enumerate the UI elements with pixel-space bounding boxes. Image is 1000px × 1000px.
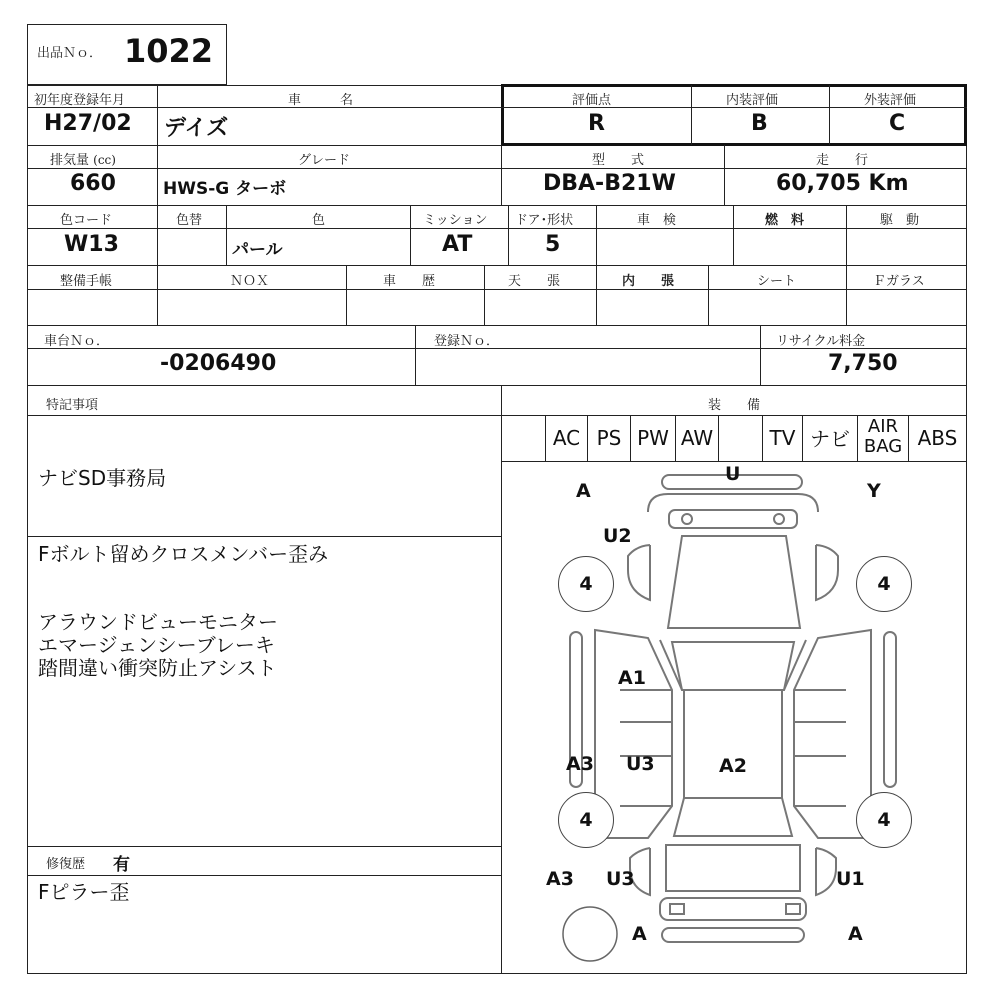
tyre-front-left: 4 bbox=[558, 556, 614, 612]
rule bbox=[157, 85, 158, 145]
model-label: 型 式 bbox=[592, 153, 645, 168]
equip-airbag-2: BAG bbox=[863, 436, 903, 457]
damage-front-right-y: Y bbox=[867, 480, 881, 502]
damage-rear-left-a: A bbox=[632, 923, 647, 945]
car-name-value: デイズ bbox=[164, 116, 229, 141]
score-label: 評価点 bbox=[572, 93, 612, 108]
exterior-label: 外装評価 bbox=[864, 93, 917, 108]
rule bbox=[27, 289, 967, 290]
rule bbox=[27, 168, 967, 169]
rule bbox=[501, 145, 502, 205]
damage-rear-right-a: A bbox=[848, 923, 863, 945]
rule bbox=[27, 205, 967, 206]
chassis-value: -0206490 bbox=[160, 351, 277, 376]
recycle-label: リサイクル料金 bbox=[776, 334, 866, 349]
rule bbox=[157, 145, 158, 205]
exterior-value: C bbox=[889, 111, 906, 136]
note-line-1: ナビSD事務局 bbox=[38, 466, 167, 490]
maintenance-label: 整備手帳 bbox=[60, 274, 113, 289]
door-label: ドア･形状 bbox=[515, 213, 574, 228]
score-value: R bbox=[588, 111, 605, 136]
repair-value: 有 bbox=[113, 855, 130, 875]
repair-label: 修復歴 bbox=[46, 857, 86, 872]
fglass-label: Ｆガラス bbox=[873, 274, 925, 289]
rule bbox=[691, 85, 692, 145]
ceiling-label: 天 張 bbox=[508, 274, 561, 289]
rule bbox=[733, 205, 734, 265]
mileage-label: 走 行 bbox=[816, 153, 869, 168]
damage-front-left-a: A bbox=[576, 480, 591, 502]
tyre-rear-right: 4 bbox=[856, 792, 912, 848]
model-value: DBA-B21W bbox=[543, 171, 676, 196]
rule bbox=[724, 145, 725, 205]
sheet-frame bbox=[27, 85, 967, 974]
damage-u3-low: U3 bbox=[606, 868, 635, 890]
rule bbox=[157, 265, 158, 325]
damage-u1: U1 bbox=[836, 868, 865, 890]
rule bbox=[410, 205, 411, 265]
notes-label: 特記事項 bbox=[46, 398, 99, 413]
door-value: 5 bbox=[545, 232, 561, 257]
damage-a1: A1 bbox=[618, 667, 646, 689]
rule bbox=[27, 325, 967, 326]
color-code-label: 色コード bbox=[60, 213, 113, 228]
note-line-2: Fボルト留めクロスメンバー歪み bbox=[38, 542, 329, 566]
drive-label: 駆 動 bbox=[880, 213, 920, 228]
repair-note: Fピラー歪 bbox=[38, 880, 130, 904]
mission-label: ミッション bbox=[423, 213, 488, 228]
rule bbox=[226, 205, 227, 265]
displacement-value: 660 bbox=[70, 171, 116, 196]
damage-front-u: U bbox=[725, 463, 741, 485]
rule bbox=[27, 846, 501, 847]
damage-u2: U2 bbox=[603, 525, 632, 547]
rule bbox=[596, 265, 597, 325]
color-change-label: 色替 bbox=[176, 213, 203, 228]
equip-abs: ABS bbox=[917, 426, 958, 450]
rule bbox=[501, 461, 967, 462]
rule bbox=[708, 265, 709, 325]
rule bbox=[484, 265, 485, 325]
rule bbox=[508, 205, 509, 265]
reg-no-label: 登録Ｎｏ． bbox=[434, 334, 500, 349]
lot-label: 出品Ｎｏ． bbox=[37, 46, 103, 61]
rule bbox=[501, 385, 502, 974]
damage-a3-low: A3 bbox=[546, 868, 574, 890]
displacement-label: 排気量 (cc) bbox=[50, 153, 116, 168]
rule bbox=[846, 265, 847, 325]
mission-value: AT bbox=[442, 232, 473, 257]
recycle-value: 7,750 bbox=[828, 351, 898, 376]
equip-airbag-1: AIR bbox=[867, 416, 899, 437]
equip-ac: AC bbox=[552, 426, 581, 450]
equip-pw: PW bbox=[637, 426, 669, 450]
rule bbox=[27, 228, 967, 229]
interior-value: B bbox=[751, 111, 768, 136]
history-label: 車 歴 bbox=[383, 274, 436, 289]
mileage-value: 60,705 Km bbox=[776, 171, 909, 196]
fuel-label: 燃 料 bbox=[765, 213, 805, 228]
equip-aw: AW bbox=[680, 426, 714, 450]
inspection-label: 車 検 bbox=[637, 213, 677, 228]
car-name-label: 車 名 bbox=[288, 93, 354, 108]
color-label: 色 bbox=[312, 213, 326, 228]
note-line-3: アラウンドビューモニター bbox=[38, 610, 278, 634]
interior-trim-label: 内 張 bbox=[622, 274, 675, 289]
equipment-label: 装 備 bbox=[708, 398, 761, 413]
seat-label: シート bbox=[757, 274, 797, 289]
tyre-rear-left: 4 bbox=[558, 792, 614, 848]
grade-value: HWS-G ターボ bbox=[163, 179, 287, 199]
equip-navi: ナビ bbox=[810, 427, 850, 451]
rule bbox=[596, 205, 597, 265]
rule bbox=[415, 325, 416, 385]
interior-label: 内装評価 bbox=[726, 93, 779, 108]
rule bbox=[27, 265, 967, 266]
first-reg-value: H27/02 bbox=[44, 111, 132, 136]
damage-u3-mid: U3 bbox=[626, 753, 655, 775]
color-code-value: W13 bbox=[64, 232, 119, 257]
first-reg-label: 初年度登録年月 bbox=[34, 93, 126, 108]
rule bbox=[27, 415, 967, 416]
rule bbox=[27, 385, 967, 386]
rule bbox=[346, 265, 347, 325]
chassis-label: 車台Ｎｏ． bbox=[44, 334, 110, 349]
tyre-front-right: 4 bbox=[856, 556, 912, 612]
damage-a2: A2 bbox=[719, 755, 747, 777]
rule bbox=[829, 85, 830, 145]
equip-ps: PS bbox=[596, 426, 622, 450]
equip-tv: TV bbox=[769, 426, 796, 450]
note-line-4: エマージェンシーブレーキ bbox=[38, 633, 275, 657]
rule bbox=[27, 536, 501, 537]
note-line-5: 踏間違い衝突防止アシスト bbox=[38, 656, 277, 680]
grade-label: グレード bbox=[298, 153, 351, 168]
lot-number: 1022 bbox=[124, 32, 214, 70]
nox-label: ＮＯＸ bbox=[230, 274, 270, 289]
color-value: パール bbox=[232, 240, 283, 260]
rule bbox=[760, 325, 761, 385]
rule bbox=[846, 205, 847, 265]
damage-a3-mid: A3 bbox=[566, 753, 594, 775]
rule bbox=[157, 205, 158, 265]
rule bbox=[718, 415, 719, 461]
